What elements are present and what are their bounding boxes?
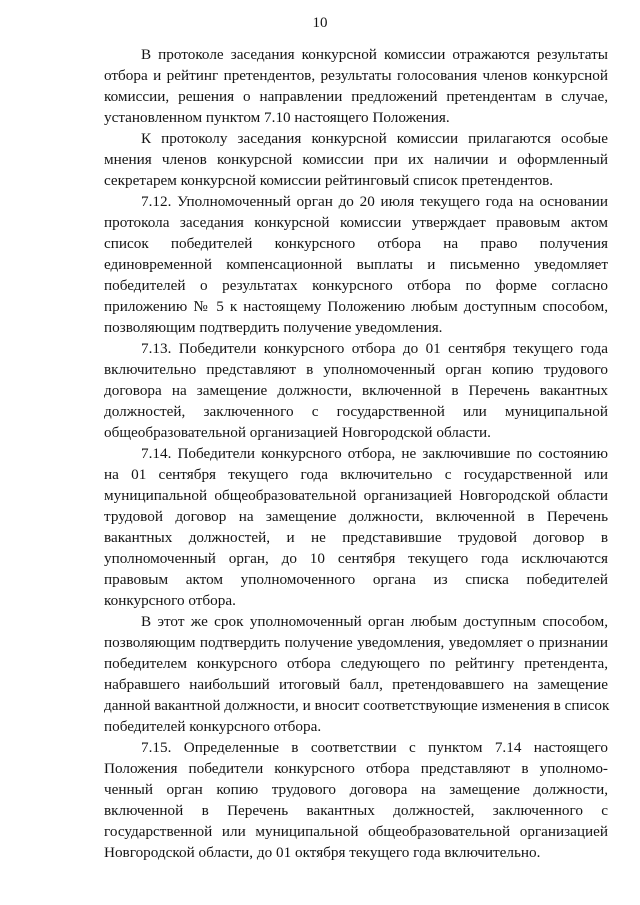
text-line: приложению № 5 к настоящему Положению любым доступным способом, (104, 298, 608, 315)
text-line: включительно представляют в уполномоченный орган копию трудового (104, 361, 608, 378)
text-line: победителей конкурсного отбора. (104, 718, 322, 735)
text-line: комиссии, решения о направлении предложений претендентам в случае, (104, 88, 608, 105)
text-line: муниципальной общеобразовательной организацией Новгородской области (104, 487, 608, 504)
text-line: 7.15. Определенные в соответствии с пунктом 7.14 настоящего (141, 739, 608, 756)
page-number: 10 (312, 15, 328, 31)
text-line: включенной в Перечень вакантных должностей, заключенного с (104, 802, 608, 819)
text-line: протокола заседания конкурсной комиссии утверждает правовым актом (104, 214, 608, 231)
text-line: 7.14. Победители конкурсного отбора, не заключившие по состоянию (141, 445, 608, 462)
text-line: государственной или муниципальной общеобразовательной организацией (104, 823, 608, 840)
text-line: победителем конкурсного отбора следующего по рейтингу претендента, (104, 655, 608, 672)
text-line: В этот же срок уполномоченный орган любым доступным способом, (141, 613, 608, 630)
text-line: ченный орган копию трудового договора на замещение должности, (104, 781, 608, 798)
text-line: 7.13. Победители конкурсного отбора до 01 сентября текущего года (141, 340, 608, 357)
text-line: вакантных должностей, и не представившие трудовой договор в (104, 529, 608, 546)
text-line: установленном пунктом 7.10 настоящего Положения. (104, 109, 450, 126)
text-line: договора на замещение должности, включенной в Перечень вакантных (104, 382, 608, 399)
text-line: секретарем конкурсной комиссии рейтинговый список претендентов. (104, 172, 554, 189)
text-line: должностей, заключенного с государственной или муниципальной (104, 403, 608, 420)
text-line: В протоколе заседания конкурсной комиссии отражаются результаты (141, 46, 608, 63)
text-line: позволяющим подтвердить получение уведомления. (104, 319, 443, 336)
text-line: отбора и рейтинг претендентов, результаты голосования членов конкурсной (104, 67, 608, 84)
text-line: позволяющим подтвердить получение уведомления, уведомляет о признании (104, 634, 608, 651)
text-line: уполномоченный орган, до 10 сентября текущего года исключаются (104, 550, 608, 567)
text-line: 7.12. Уполномоченный орган до 20 июля текущего года на основании (141, 193, 608, 210)
text-line: на 01 сентября текущего года включительно с государственной или (104, 466, 608, 483)
text-line: мнения членов конкурсной комиссии при их наличии и оформленный (104, 151, 608, 168)
text-line: К протоколу заседания конкурсной комиссии прилагаются особые (141, 130, 608, 147)
text-line: Новгородской области, до 01 октября текущего года включительно. (104, 844, 541, 861)
text-line: победителей о результатах конкурсного отбора по форме согласно (104, 277, 608, 294)
text-line: правовым актом уполномоченного органа из списка победителей (104, 571, 608, 588)
text-line: список победителей конкурсного отбора на право получения (104, 235, 608, 252)
text-line: конкурсного отбора. (104, 592, 236, 609)
text-line: Положения победители конкурсного отбора представляют в уполномо- (104, 760, 608, 777)
text-line: трудовой договор на замещение должности, включенной в Перечень (104, 508, 608, 525)
text-line: общеобразовательной организацией Новгородской области. (104, 424, 491, 441)
text-line: набравшего наибольший итоговый балл, претендовавшего на замещение (104, 676, 608, 693)
text-line: единовременной компенсационной выплаты и письменно уведомляет (104, 256, 608, 273)
text-line: данной вакантной должности, и вносит соответствующие изменения в список (104, 697, 610, 714)
